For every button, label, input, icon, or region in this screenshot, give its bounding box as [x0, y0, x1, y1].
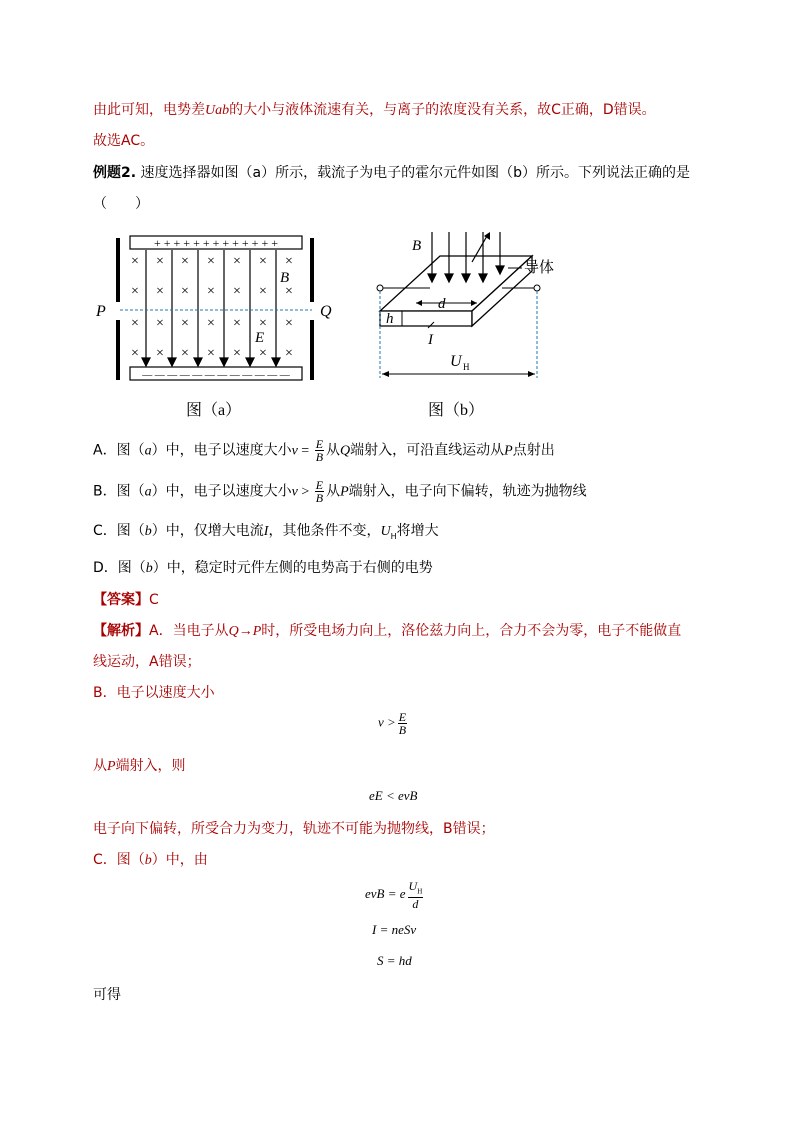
fig-b-label-u-sub: H: [463, 362, 470, 372]
svg-text:×: ×: [131, 284, 139, 299]
eq1-lhs: v >: [378, 714, 396, 730]
answer-line: [93, 590, 159, 610]
opt-b-frac: [315, 479, 324, 504]
fig-a-label-b: B: [280, 270, 290, 286]
equation-1: [378, 711, 409, 736]
equation-2: eE < evB: [369, 788, 418, 803]
svg-text:×: ×: [285, 254, 293, 269]
analysis-a-qp: Q→P: [228, 624, 262, 639]
opt-a-q: Q: [340, 443, 351, 459]
opt-c-text2: ）中，仅增大电流: [151, 523, 264, 539]
fig-a-label-e: E: [255, 330, 265, 346]
opt-a-text3: 从: [326, 442, 341, 459]
svg-text:×: ×: [207, 346, 215, 361]
opt-b-text2: ）中，电子以速度大小: [151, 483, 292, 500]
analysis-line-2: 线运动，A错误；: [93, 654, 201, 670]
svg-text:×: ×: [181, 316, 189, 331]
analysis-c-text1: C．图（: [93, 852, 145, 868]
opt-c-fig: b: [144, 524, 152, 539]
answer-label: 【答案】: [93, 592, 149, 608]
opt-d-fig: b: [145, 561, 153, 576]
fig-b-label-conductor: 导体: [524, 260, 555, 276]
opt-b-fig: a: [144, 484, 152, 500]
figure-a-diagram: [90, 230, 340, 390]
opt-c-text3: ，其他条件不变，: [268, 523, 381, 539]
fig-a-minus-row: — — — — — — — — — — — —: [142, 370, 290, 381]
eq3-den: d: [412, 897, 419, 912]
svg-text:×: ×: [131, 254, 139, 269]
intro-line-2: 故选AC。: [93, 133, 155, 149]
opt-a-p: P: [504, 443, 513, 459]
fig-b-label-u: U: [450, 353, 462, 370]
option-b: [93, 479, 587, 504]
fig-b-label-h: h: [386, 311, 394, 327]
analysis-line-5: 电子向下偏转，所受合力为变力，轨迹不可能为抛物线，B错误；: [93, 821, 495, 837]
opt-a-text4: 端射入，可沿直线运动从: [350, 442, 505, 459]
option-a: [93, 438, 555, 463]
equation-3: [365, 880, 425, 910]
intro-text-b: 的大小与液体流速有关，与离子的浓度没有关系，故C正确，D错误。: [229, 102, 656, 118]
opt-b-text4: 端射入，电子向下偏转，轨迹为抛物线: [348, 483, 587, 500]
opt-b-v: v: [291, 484, 298, 500]
eq3-num-wrap: [408, 880, 424, 898]
analysis-b-from: 从: [93, 758, 107, 774]
svg-text:×: ×: [181, 284, 189, 299]
opt-a-text5: 点射出: [512, 442, 555, 459]
svg-text:×: ×: [181, 254, 189, 269]
example-label: 例题2.: [93, 165, 137, 181]
eq1-frac: [398, 711, 407, 736]
analysis-c-fig: b: [144, 853, 152, 868]
svg-text:×: ×: [233, 254, 241, 269]
fig-b-label-d: d: [438, 296, 446, 312]
analysis-a-text2: 时，所受电场力向上，洛伦兹力向上，合力不会为零，电子不能做直: [261, 623, 682, 639]
opt-c-u: U: [380, 524, 391, 539]
figure-a-caption: 图（a）: [186, 402, 242, 419]
svg-text:×: ×: [131, 316, 139, 331]
opt-a-text: A．图（: [93, 442, 145, 459]
svg-text:×: ×: [207, 316, 215, 331]
analysis-c-text2: ）中，由: [151, 852, 208, 868]
eq1-num: E: [398, 710, 407, 724]
analysis-line-3: B．电子以速度大小: [93, 685, 215, 701]
fig-b-label-i: I: [428, 332, 433, 348]
opt-a-eq: =: [297, 443, 313, 459]
svg-text:×: ×: [233, 316, 241, 331]
eq3-lhs: evB = e: [365, 886, 406, 902]
fig-a-plus-row: + + + + + + + + + + + + +: [154, 236, 278, 250]
opt-b-frac-num: E: [315, 478, 324, 492]
svg-text:×: ×: [233, 284, 241, 299]
opt-c-text4: 将增大: [396, 523, 439, 539]
svg-text:×: ×: [181, 346, 189, 361]
analysis-b-text: 端射入，则: [115, 758, 186, 774]
svg-text:×: ×: [207, 254, 215, 269]
analysis-line-6: [93, 850, 208, 871]
opt-c-text: C．图（: [93, 523, 145, 539]
svg-text:×: ×: [259, 284, 267, 299]
equation-4: I = neSv: [372, 922, 417, 937]
analysis-b-p: P: [107, 759, 116, 774]
opt-a-frac: [315, 438, 324, 463]
intro-text-a: 由此可知，电势差: [93, 102, 205, 118]
opt-b-frac-den: B: [315, 491, 324, 505]
opt-c-i: I: [263, 524, 269, 539]
eq3-frac: [408, 880, 424, 910]
svg-text:×: ×: [259, 316, 267, 331]
option-d: [93, 558, 433, 579]
analysis-line-7: 可得: [93, 987, 121, 1003]
opt-a-fig: a: [144, 443, 152, 459]
opt-b-text3: 从: [326, 483, 341, 500]
opt-a-v: v: [291, 443, 298, 459]
svg-text:×: ×: [156, 316, 164, 331]
opt-a-text2: ）中，电子以速度大小: [151, 442, 292, 459]
equation-5: S = hd: [377, 953, 412, 968]
svg-text:×: ×: [259, 346, 267, 361]
opt-b-text: B．图（: [93, 483, 145, 500]
svg-text:×: ×: [156, 284, 164, 299]
svg-text:×: ×: [131, 346, 139, 361]
opt-b-p: P: [340, 484, 349, 500]
svg-text:×: ×: [207, 284, 215, 299]
opt-c-u-sub: H: [390, 531, 397, 541]
opt-a-frac-den: B: [315, 450, 324, 464]
svg-text:×: ×: [285, 316, 293, 331]
fig-a-crosses: [131, 254, 293, 361]
opt-b-gt: >: [297, 484, 313, 500]
svg-text:×: ×: [285, 346, 293, 361]
opt-d-text: D．图（: [93, 560, 146, 576]
opt-a-frac-num: E: [315, 437, 324, 451]
analysis-a-text1: A．当电子从: [149, 623, 229, 639]
fig-b-label-b: B: [412, 238, 422, 254]
opt-d-text2: ）中，稳定时元件左侧的电势高于右侧的电势: [152, 560, 433, 576]
figure-b-diagram: [372, 228, 562, 384]
analysis-line-1: [93, 621, 681, 642]
analysis-label: 【解析】: [93, 623, 149, 639]
svg-text:×: ×: [259, 254, 267, 269]
fig-a-label-q: Q: [320, 303, 332, 320]
eq3-num-sub: H: [417, 887, 423, 896]
svg-text:×: ×: [156, 346, 164, 361]
eq3-num: U: [408, 879, 418, 893]
svg-text:×: ×: [285, 284, 293, 299]
answer-value: C: [149, 592, 159, 608]
intro-var-uab: Uab: [205, 103, 230, 118]
example-stem: [93, 163, 690, 183]
option-c: [93, 521, 439, 547]
intro-line-1: [93, 100, 656, 121]
figure-b-caption: 图（b）: [428, 402, 485, 419]
example-text: 速度选择器如图（a）所示，载流子为电子的霍尔元件如图（b）所示。下列说法正确的是: [140, 165, 690, 181]
example-paren: （ ）: [93, 196, 149, 212]
svg-text:×: ×: [233, 346, 241, 361]
fig-a-label-p: P: [96, 303, 106, 320]
analysis-line-4: [93, 756, 186, 777]
svg-text:×: ×: [156, 254, 164, 269]
eq1-den: B: [398, 723, 407, 737]
